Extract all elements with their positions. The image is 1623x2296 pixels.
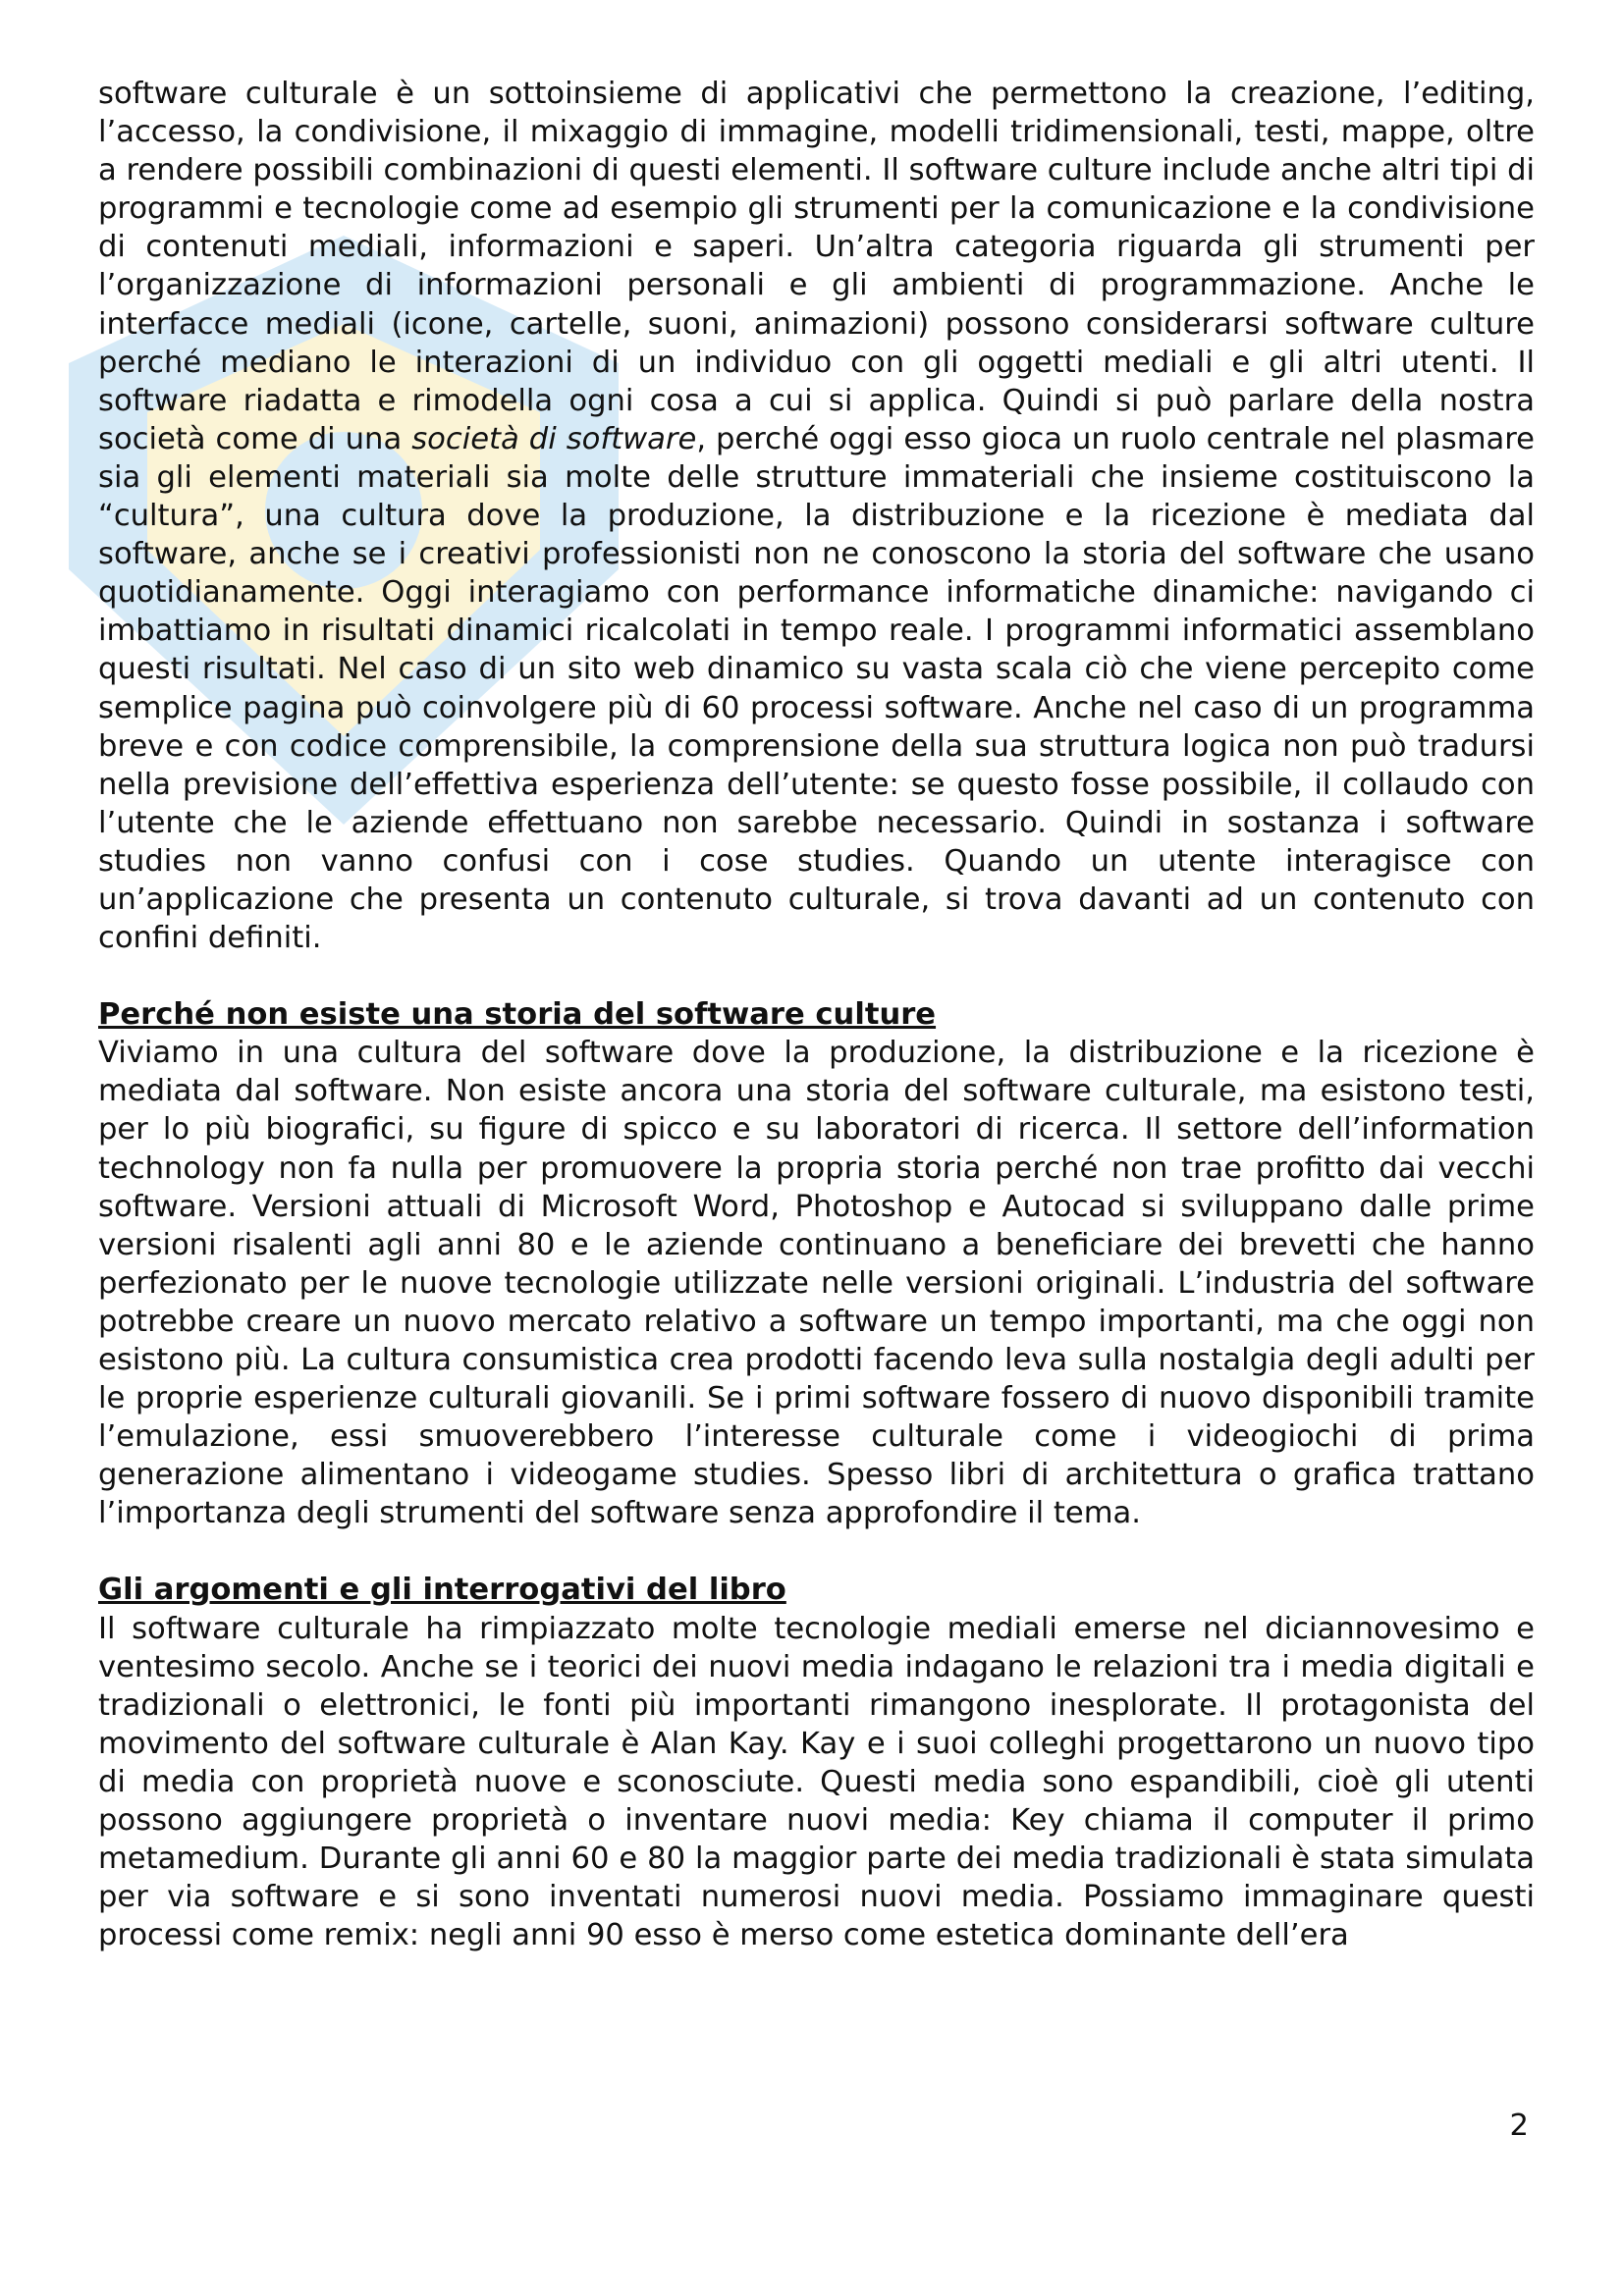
paragraph-intro	[98, 75, 1535, 957]
italic-term: società di software	[411, 421, 697, 456]
paragraph-gap	[98, 957, 1535, 995]
section-heading-history: Perché non esiste una storia del software culture	[98, 997, 937, 1033]
paragraph-gap	[98, 1532, 1535, 1571]
paragraph-intro-text-1: software culturale è un sottoinsieme di applicativi che permettono la creazione, l’editing, l’accesso, la condivisione, il mixaggio di immagine, modelli tridimensionali, testi, mappe, oltre a rendere possibili combinazioni di questi elementi. Il software culture include anche altri tipi di programmi e tecnologie come ad esempio gli strumenti per la comunicazione e la condivisione di contenuti mediali, informazioni e saperi. Un’altra categoria riguarda gli strumenti per l’organizzazione di informazioni personali e gli ambienti di programmazione. Anche le interfacce mediali (icone, cartelle, suoni, animazioni) possono considerarsi software culture perché mediano le interazioni di un individuo con gli oggetti mediali e gli altri utenti. Il software riadatta e rimodella ogni cosa a cui si applica. Quindi si può parlare della nostra società come di una	[98, 77, 1535, 456]
section-body-history: Viviamo in una cultura del software dove la produzione, la distribuzione e la ricezione è mediata dal software. Non esiste ancora una storia del software culturale, ma esistono testi, per lo più biografici, su figure di spicco e su laboratori di ricerca. Il settore dell’information technology non fa nulla per promuovere la propria storia perché non trae profitto dai vecchi software. Versioni attuali di Microsoft Word, Photoshop e Autocad si sviluppano dalle prime versioni risalenti agli anni 80 e le aziende continuano a beneficiare dei brevetti che hanno perfezionato per le nuove tecnologie utilizzate nelle versioni originali. L’industria del software potrebbe creare un nuovo mercato relativo a software un tempo importanti, ma che oggi non esistono più. La cultura consumistica crea prodotti facendo leva sulla nostalgia degli adulti per le proprie esperienze culturali giovanili. Se i primi software fossero di nuovo disponibili tramite l’emulazione, essi smuoverebbero l’interesse culturale come i videogiochi di prima generazione alimentano i videogame studies. Spesso libri di architettura o grafica trattano l’importanza degli strumenti del software senza approfondire il tema.	[98, 1036, 1535, 1531]
document-page	[98, 75, 1535, 1954]
paragraph-intro-text-2: , perché oggi esso gioca un ruolo centrale nel plasmare sia gli elementi materiali sia molte delle strutture immateriali che insieme costituiscono la “cultura”, una cultura dove la produzione, la distribuzione e la ricezione è mediata dal software, anche se i creativi professionisti non ne conoscono la storia del software che usano quotidianamente. Oggi interagiamo con performance informatiche dinamiche: navigando ci imbattiamo in risultati dinamici ricalcolati in tempo reale. I programmi informatici assemblano questi risultati. Nel caso di un sito web dinamico su vasta scala ciò che viene percepito come semplice pagina può coinvolgere più di 60 processi software. Anche nel caso di un programma breve e con codice comprensibile, la comprensione della sua struttura logica non può tradursi nella previsione dell’effettiva esperienza dell’utente: se questo fosse possibile, il collaudo con l’utente che le aziende effettuano non sarebbe necessario. Quindi in sostanza i software studies non vanno confusi con i cose studies. Quando un utente interagisce con un’applicazione che presenta un contenuto culturale, si trova davanti ad un contenuto con confini definiti.	[98, 421, 1535, 956]
page-number: 2	[1509, 2109, 1529, 2143]
section-body-topics: Il software culturale ha rimpiazzato molte tecnologie mediali emerse nel diciannovesimo e ventesimo secolo. Anche se i teorici dei nuovi media indagano le relazioni tra i media digitali e tradizionali o elettronici, le fonti più importanti rimangono inesplorate. Il protagonista del movimento del software culturale è Alan Kay. Kay e i suoi colleghi progettarono un nuovo tipo di media con proprietà nuove e sconosciute. Questi media sono espandibili, cioè gli utenti possono aggiungere proprietà o inventare nuovi media: Key chiama il computer il primo metamedium. Durante gli anni 60 e 80 la maggior parte dei media tradizionali è stata simulata per via software e si sono inventati numerosi nuovi media. Possiamo immaginare questi processi come remix: negli anni 90 esso è merso come estetica dominante dell’era	[98, 1611, 1535, 1953]
section-heading-topics: Gli argomenti e gli interrogativi del libro	[98, 1573, 786, 1608]
